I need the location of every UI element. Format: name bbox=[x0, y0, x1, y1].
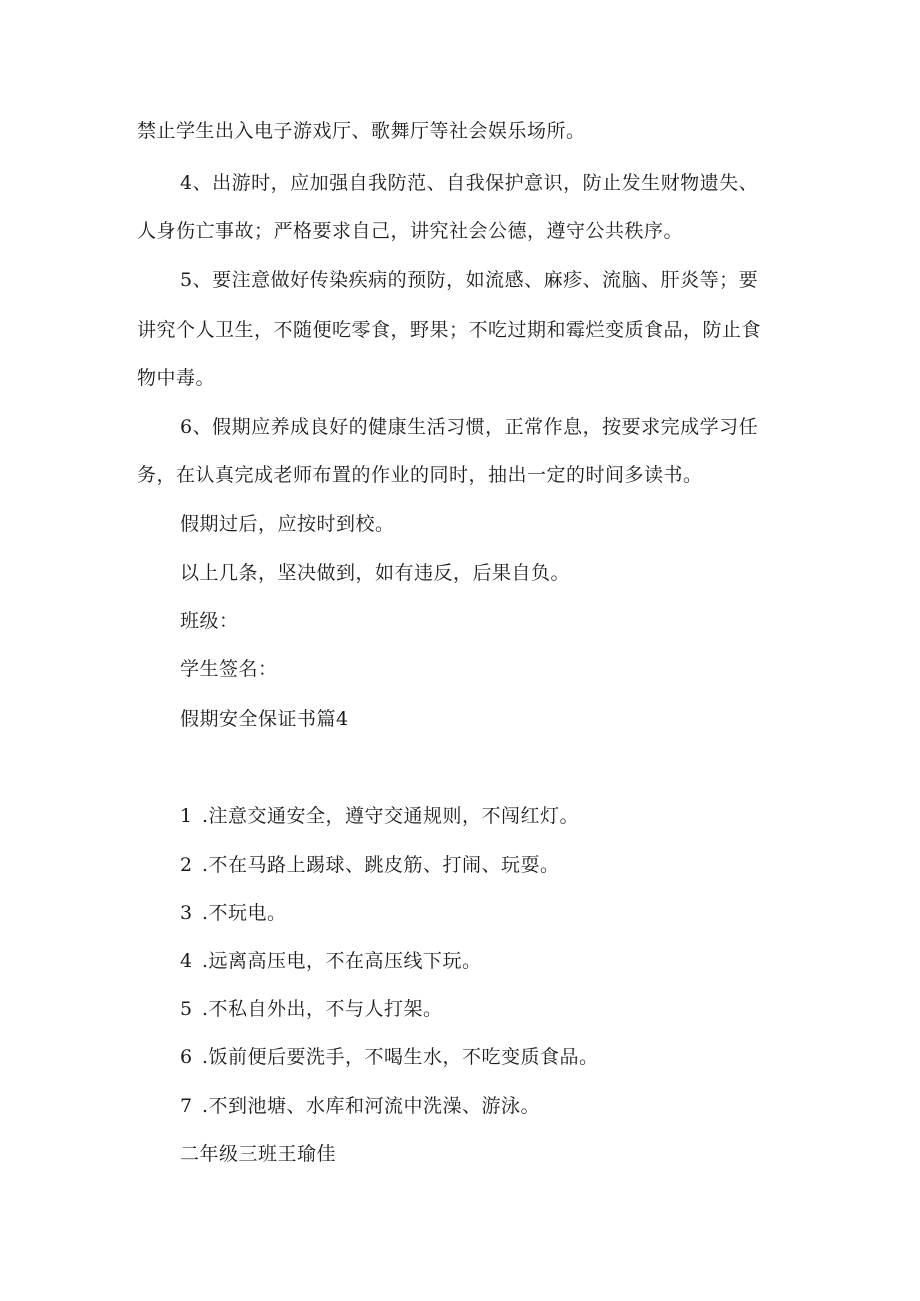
student-signature-label: 学生签名： bbox=[180, 658, 278, 680]
list-item-number: 4 bbox=[180, 950, 193, 972]
list-item-number: 6 bbox=[180, 1046, 193, 1068]
list-item bbox=[180, 1093, 540, 1119]
paragraph-line: 以上几条，坚决做到，如有违反，后果自负。 bbox=[180, 562, 571, 584]
paragraph-line: 4、出游时，应加强自我防范、自我保护意识，防止发生财物遗失、 bbox=[180, 172, 759, 194]
list-item bbox=[180, 996, 443, 1022]
paragraph-line: 禁止学生出入电子游戏厅、歌舞厅等社会娱乐场所。 bbox=[137, 120, 586, 142]
list-item-number: 3 bbox=[180, 902, 193, 924]
list-item-text: .不玩电。 bbox=[202, 902, 287, 924]
section-title: 假期安全保证书篇4 bbox=[180, 708, 349, 730]
paragraph-line: 人身伤亡事故；严格要求自己，讲究社会公德，遵守公共秩序。 bbox=[137, 220, 684, 242]
list-item-number: 5 bbox=[180, 998, 193, 1020]
list-item-text: .不私自外出，不与人打架。 bbox=[202, 998, 443, 1020]
list-item-text: .注意交通安全，遵守交通规则，不闯红灯。 bbox=[202, 805, 580, 827]
paragraph-line: 务，在认真完成老师布置的作业的同时，抽出一定的时间多读书。 bbox=[137, 464, 703, 486]
class-label: 班级： bbox=[180, 610, 239, 632]
list-item-number: 2 bbox=[180, 854, 193, 876]
list-item-text: .不到池塘、水库和河流中洗澡、游泳。 bbox=[202, 1095, 541, 1117]
paragraph-line: 讲究个人卫生，不随便吃零食，野果；不吃过期和霉烂变质食品，防止食 bbox=[137, 319, 762, 341]
list-item-number: 1 bbox=[180, 805, 193, 827]
list-item-text: .远离高压电，不在高压线下玩。 bbox=[202, 950, 482, 972]
list-item-number: 7 bbox=[180, 1095, 193, 1117]
list-item-text: .饭前便后要洗手，不喝生水，不吃变质食品。 bbox=[202, 1046, 599, 1068]
signature-line: 二年级三班王瑜佳 bbox=[180, 1143, 337, 1165]
list-item bbox=[180, 852, 560, 878]
list-item bbox=[180, 948, 482, 974]
paragraph-line: 物中毒。 bbox=[137, 367, 216, 389]
list-item bbox=[180, 900, 287, 926]
paragraph-line: 假期过后，应按时到校。 bbox=[180, 513, 395, 535]
list-item bbox=[180, 1044, 599, 1070]
paragraph-line: 6、假期应养成良好的健康生活习惯，正常作息，按要求完成学习任 bbox=[180, 416, 759, 438]
list-item bbox=[180, 803, 579, 829]
paragraph-line: 5、要注意做好传染疾病的预防，如流感、麻疹、流脑、肝炎等；要 bbox=[180, 269, 759, 291]
list-item-text: .不在马路上踢球、跳皮筋、打闹、玩耍。 bbox=[202, 854, 560, 876]
